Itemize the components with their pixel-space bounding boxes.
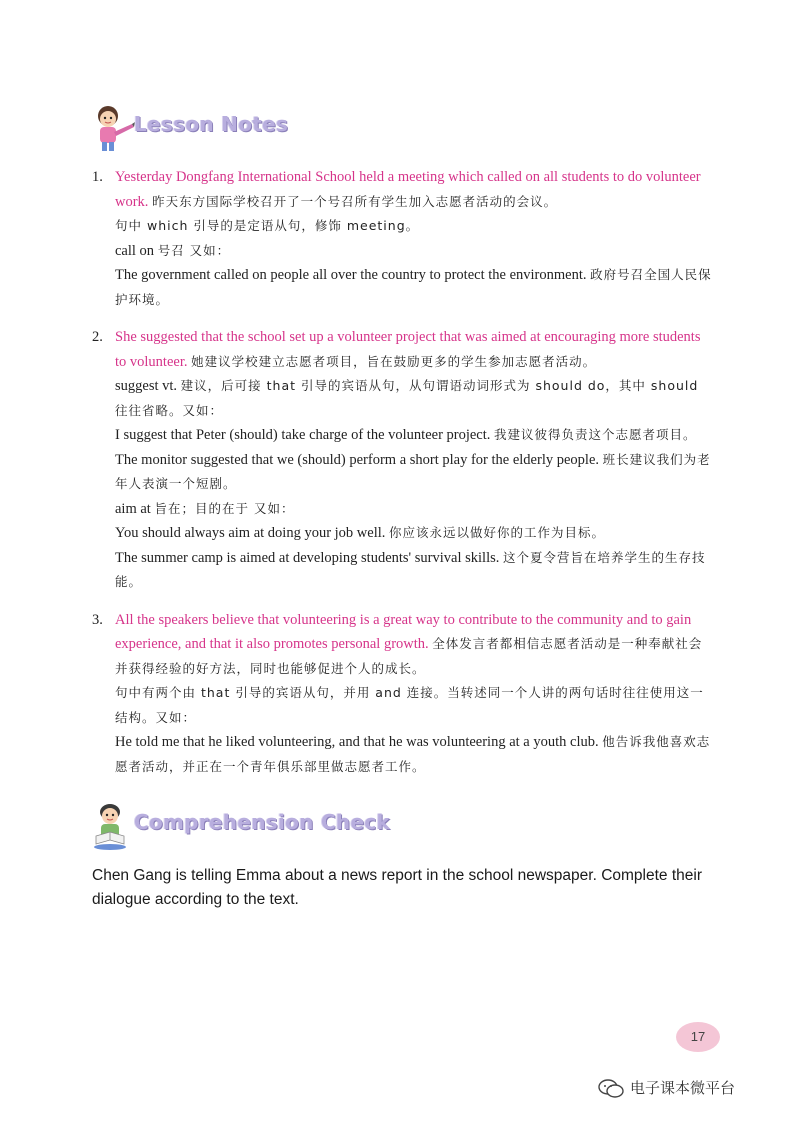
phrase-note [115, 239, 712, 264]
comprehension-check-title: Comprehension Check [134, 810, 391, 834]
example-chinese: 我建议彼得负责这个志愿者项目。 [494, 427, 697, 442]
note-example-sentence [115, 609, 712, 682]
grammar-note [115, 681, 712, 730]
grammar-note [115, 214, 712, 239]
example-english: He told me that he liked volunteering, and that he was volunteering at a youth club. [115, 734, 599, 750]
example-chinese: 他告诉我他喜欢志愿者活动，并正在一个青年俱乐部里做志愿者工作。 [115, 734, 711, 774]
example-sentence [115, 521, 712, 546]
note-item [92, 326, 712, 595]
comprehension-check-header [88, 800, 488, 850]
comprehension-instructions: Chen Gang is telling Emma about a news report in the school newspaper. Complete their dialogue according to the text. [92, 867, 703, 908]
example-sentence [115, 730, 712, 779]
note-example-sentence [115, 166, 712, 214]
phrase: call on [115, 242, 155, 259]
highlighted-sentence: All the speakers believe that volunteering is a great way to contribute to the community and to gain experience, and that it also promotes personal growth. [115, 611, 692, 652]
page-number: 17 [676, 1022, 720, 1052]
boy-reading-icon [88, 800, 136, 850]
example-english: You should always aim at doing your job well. [115, 525, 386, 541]
phrase-meaning: 号召 又如： [157, 242, 231, 258]
example-sentence [115, 448, 712, 497]
phrase: aim at [115, 500, 151, 517]
chinese-translation: 她建议学校建立志愿者项目，旨在鼓励更多的学生参加志愿者活动。 [191, 353, 597, 369]
watermark-text: 电子课本微平台 [630, 1079, 736, 1097]
phrase-note [115, 497, 712, 522]
example-english: The government called on people all over the country to protect the environment. [115, 267, 587, 283]
example-english: The summer camp is aimed at developing students' survival skills. [115, 549, 500, 566]
highlighted-sentence: She suggested that the school set up a volunteer project that was aimed at encouraging more students to volunteer. [115, 329, 701, 370]
note-item [92, 609, 712, 780]
grammar-note [115, 374, 712, 423]
example-chinese: 这个夏令营旨在培养学生的生存技能。 [115, 549, 706, 589]
chinese-explanation: 建议，后可接 that 引导的宾语从句，从句谓语动词形式为 should do，其中 should 往往省略。又如： [115, 378, 699, 418]
phrase-meaning: 旨在；目的在于 又如： [154, 500, 295, 516]
example-sentence [115, 546, 712, 595]
note-number: 3. [92, 611, 103, 628]
phrase: suggest vt. [115, 378, 178, 394]
chinese-explanation: 句中有两个由 that 引导的宾语从句，并用 and 连接。当转述同一个人讲的两句话时往往使用这一结构。又如： [115, 685, 704, 725]
example-sentence [115, 263, 712, 312]
wechat-icon [598, 1079, 624, 1099]
example-chinese: 政府号召全国人民保护环境。 [115, 267, 712, 307]
example-english: The monitor suggested that we (should) perform a short play for the elderly people. [115, 451, 600, 468]
lesson-notes-list [92, 166, 712, 793]
note-number: 2. [92, 329, 103, 345]
lesson-notes-title: Lesson Notes [134, 112, 289, 136]
chinese-explanation: 句中 which 引导的是定语从句，修饰 meeting。 [115, 218, 420, 233]
lesson-notes-header [88, 102, 488, 152]
chinese-translation: 昨天东方国际学校召开了一个号召所有学生加入志愿者活动的会议。 [152, 193, 558, 209]
girl-writing-icon [88, 102, 136, 152]
note-item [92, 166, 712, 312]
highlighted-sentence: Yesterday Dongfang International School held a meeting which called on all students to do volunteer work. [115, 169, 701, 210]
example-chinese: 班长建议我们为老年人表演一个短剧。 [115, 451, 711, 491]
note-number: 1. [92, 169, 103, 185]
example-sentence [115, 423, 712, 448]
note-example-sentence [115, 326, 712, 374]
example-english: I suggest that Peter (should) take charge of the volunteer project. [115, 427, 491, 443]
chinese-translation: 全体发言者都相信志愿者活动是一种奉献社会并获得经验的好方法，同时也能够促进个人的成长。 [115, 636, 703, 676]
example-chinese: 你应该永远以做好你的工作为目标。 [389, 525, 606, 540]
